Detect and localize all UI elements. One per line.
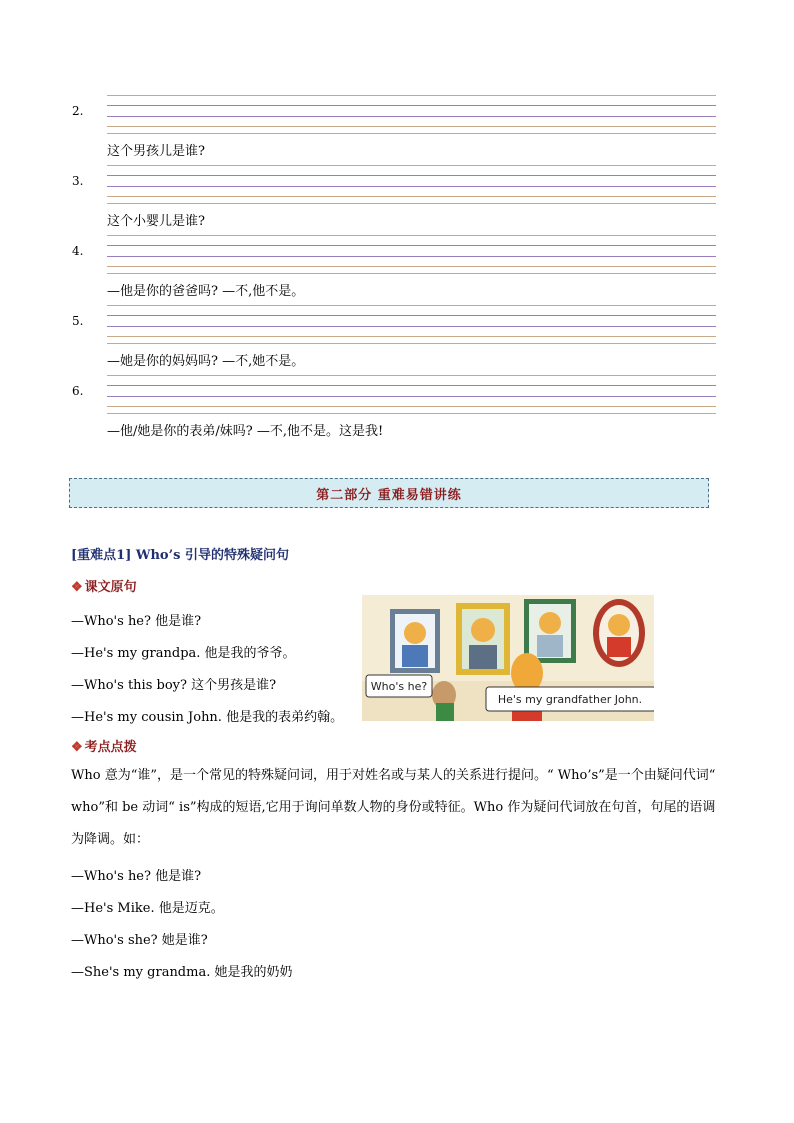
exercise-number: 3. xyxy=(72,174,84,188)
original-line: —He's my grandpa. 他是我的爷爷。 xyxy=(71,646,296,661)
example-line: —Who's she? 她是谁? xyxy=(71,933,208,948)
writing-line xyxy=(107,105,716,106)
explanation-paragraph: Who 意为“谁”，是一个常见的特殊疑问词，用于对姓名或与某人的关系进行提问。“ Who’s”是一个由疑问代词“ who”和 be 动词“ is”构成的短语,它用于询问单数人物的身份或特征。Who 作为疑问代词放在句首，句尾的语调为降调。如： xyxy=(71,768,716,847)
exercise-number: 4. xyxy=(72,244,84,258)
writing-lines[interactable] xyxy=(107,235,716,275)
cat-body-4 xyxy=(607,637,631,657)
diamond-bullet-icon: ❖ xyxy=(71,740,83,755)
writing-line xyxy=(107,266,716,267)
cat-body-1 xyxy=(402,645,428,667)
writing-line xyxy=(107,116,716,117)
cat-face-3 xyxy=(539,612,561,634)
exercise-prompt: —他是你的爸爸吗? —不,他不是。 xyxy=(107,284,305,299)
writing-line xyxy=(107,235,716,236)
cartoon-illustration xyxy=(362,595,654,721)
exercise-prompt: 这个小婴儿是谁? xyxy=(107,214,205,229)
diamond-bullet-icon: ❖ xyxy=(71,580,83,595)
keypoint-title: [重难点1] Who’s 引导的特殊疑问句 xyxy=(71,548,289,563)
writing-line xyxy=(107,245,716,246)
exercise-prompt: —他/她是你的表弟/妹吗? —不,他不是。这是我! xyxy=(107,424,384,439)
writing-line xyxy=(107,95,716,96)
writing-line xyxy=(107,175,716,176)
cat-body-3 xyxy=(537,635,563,657)
exercise-prompt: 这个男孩儿是谁? xyxy=(107,144,205,159)
writing-lines[interactable] xyxy=(107,305,716,345)
writing-lines[interactable] xyxy=(107,165,716,205)
writing-line xyxy=(107,343,716,344)
writing-line xyxy=(107,375,716,376)
tips-heading xyxy=(71,736,137,755)
original-line: —He's my cousin John. 他是我的表弟约翰。 xyxy=(71,710,344,725)
cat-body-2 xyxy=(469,645,497,669)
section-banner xyxy=(69,478,709,508)
original-heading xyxy=(71,576,137,595)
writing-line xyxy=(107,326,716,327)
speech-bubble-right-text: He's my grandfather John. xyxy=(497,693,643,706)
original-heading-label: 课文原句 xyxy=(84,580,137,595)
cat-face-2 xyxy=(471,618,495,642)
writing-line xyxy=(107,413,716,414)
mouse-shirt xyxy=(436,703,454,721)
writing-line xyxy=(107,385,716,386)
cartoon-illustration-svg xyxy=(362,595,654,721)
writing-line xyxy=(107,186,716,187)
writing-lines[interactable] xyxy=(107,375,716,415)
original-line: —Who's he? 他是谁? xyxy=(71,614,202,629)
original-line: —Who's this boy? 这个男孩是谁? xyxy=(71,678,277,693)
writing-line xyxy=(107,396,716,397)
writing-line xyxy=(107,305,716,306)
writing-line xyxy=(107,133,716,134)
writing-line xyxy=(107,315,716,316)
exercise-number: 5. xyxy=(72,314,84,328)
writing-line xyxy=(107,273,716,274)
writing-lines[interactable] xyxy=(107,95,716,135)
example-line: —He's Mike. 他是迈克。 xyxy=(71,901,224,916)
cat-face-1 xyxy=(404,622,426,644)
writing-line xyxy=(107,165,716,166)
exercise-prompt: —她是你的妈妈吗? —不,她不是。 xyxy=(107,354,305,369)
section-banner-title: 第二部分 重难易错讲练 xyxy=(316,487,462,503)
exercise-number: 2. xyxy=(72,104,84,118)
example-line: —Who's he? 他是谁? xyxy=(71,869,202,884)
example-line: —She's my grandma. 她是我的奶奶 xyxy=(71,965,293,980)
exercise-number: 6. xyxy=(72,384,84,398)
writing-line xyxy=(107,336,716,337)
writing-line xyxy=(107,203,716,204)
speech-bubble-left-text: Who's he? xyxy=(370,680,428,693)
writing-line xyxy=(107,256,716,257)
writing-line xyxy=(107,126,716,127)
cat-face-4 xyxy=(608,614,630,636)
writing-line xyxy=(107,196,716,197)
tips-heading-label: 考点点拨 xyxy=(84,740,137,755)
writing-line xyxy=(107,406,716,407)
